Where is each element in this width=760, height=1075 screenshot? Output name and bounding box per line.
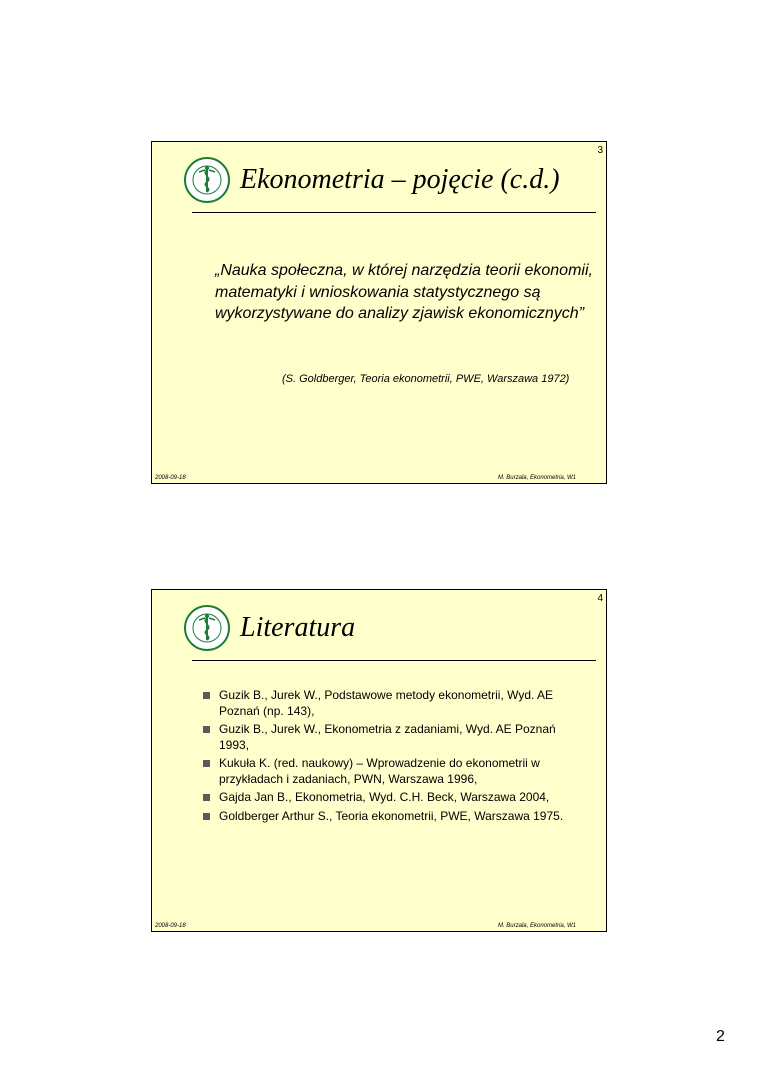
list-item-text: Kukuła K. (red. naukowy) – Wprowadzenie do ekonometrii w przykładach i zadaniach, PWN, Warszawa 1996, xyxy=(219,756,540,786)
list-item-text: Guzik B., Jurek W., Ekonometria z zadaniami, Wyd. AE Poznań 1993, xyxy=(219,722,556,752)
list-item xyxy=(202,809,582,825)
square-bullet-icon xyxy=(203,692,210,699)
footer-date: 2008-09-18 xyxy=(155,923,186,929)
list-item-text: Gajda Jan B., Ekonometria, Wyd. C.H. Beck, Warszawa 2004, xyxy=(219,790,550,804)
list-item-text: Goldberger Arthur S., Teoria ekonometrii, PWE, Warszawa 1975. xyxy=(219,808,564,823)
list-item xyxy=(202,688,582,719)
footer-author: M. Burzala, Ekonometria, W1 xyxy=(497,475,576,481)
title-divider xyxy=(192,660,596,661)
square-bullet-icon xyxy=(203,813,210,820)
list-item xyxy=(202,756,582,787)
list-item xyxy=(202,722,582,753)
square-bullet-icon xyxy=(203,794,210,801)
university-seal-logo xyxy=(183,604,231,652)
university-seal-logo xyxy=(183,156,231,204)
list-item xyxy=(202,790,582,806)
literature-list xyxy=(202,688,582,827)
slide-4 xyxy=(151,589,607,932)
list-item-text: Guzik B., Jurek W., Podstawowe metody ekonometrii, Wyd. AE Poznań (np. 143), xyxy=(219,688,554,718)
footer-date: 2008-09-18 xyxy=(155,475,186,481)
square-bullet-icon xyxy=(203,760,210,767)
page-number: 2 xyxy=(716,1028,725,1045)
slide-number: 4 xyxy=(597,593,603,604)
square-bullet-icon xyxy=(203,726,210,733)
slide-title: Ekonometria – pojęcie (c.d.) xyxy=(240,164,560,195)
title-divider xyxy=(192,212,596,213)
definition-quote: „Nauka społeczna, w której narzędzia teorii ekonomii, matematyki i wnioskowania statystycznego są wykorzystywane do analizy zjawisk ekonomicznych” xyxy=(215,262,593,322)
footer-author: M. Burzala, Ekonometria, W1 xyxy=(497,923,576,929)
slide-title: Literatura xyxy=(240,612,356,643)
slide-number: 3 xyxy=(597,145,603,156)
quote-citation: (S. Goldberger, Teoria ekonometrii, PWE, Warszawa 1972) xyxy=(282,373,570,385)
slide-3 xyxy=(151,141,607,484)
